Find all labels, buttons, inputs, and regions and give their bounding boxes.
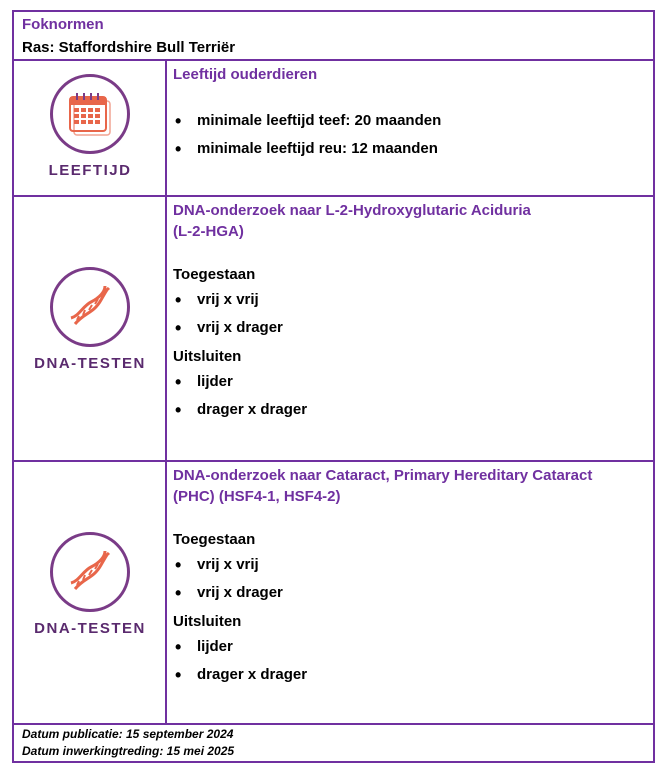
divider bbox=[14, 460, 653, 462]
list-item: • vrij x vrij bbox=[173, 551, 647, 579]
section-title: Leeftijd ouderdieren bbox=[173, 66, 318, 83]
publication-date: Datum publicatie: 15 september 2024 bbox=[22, 727, 234, 741]
allowed-list bbox=[173, 551, 647, 607]
section-title: DNA-onderzoek naar Cataract, Primary Hereditary Cataract bbox=[173, 467, 593, 484]
dna-icon bbox=[50, 532, 130, 612]
list-item: • drager x drager bbox=[173, 396, 647, 424]
calendar-icon bbox=[50, 74, 130, 154]
list-item: • vrij x drager bbox=[173, 579, 647, 607]
dna-icon-cell bbox=[14, 532, 166, 637]
age-icon-cell bbox=[14, 74, 166, 179]
divider bbox=[14, 723, 653, 725]
list-item: • vrij x drager bbox=[173, 314, 647, 342]
excluded-list bbox=[173, 368, 647, 424]
section-title-cont: (L-2-HGA) bbox=[173, 223, 244, 240]
list-item: • minimale leeftijd teef: 20 maanden bbox=[173, 107, 647, 135]
dna-content-2 bbox=[173, 465, 647, 689]
document-title: Foknormen bbox=[22, 16, 104, 33]
list-item: • drager x drager bbox=[173, 661, 647, 689]
divider bbox=[14, 195, 653, 197]
section-title: DNA-onderzoek naar L-2-Hydroxyglutaric Aciduria bbox=[173, 202, 531, 219]
effective-date: Datum inwerkingtreding: 15 mei 2025 bbox=[22, 744, 235, 758]
age-list bbox=[173, 107, 647, 163]
list-item: • lijder bbox=[173, 368, 647, 396]
icon-label: DNA-TESTEN bbox=[34, 620, 146, 637]
age-content bbox=[173, 64, 647, 163]
allowed-label: Toegestaan bbox=[173, 266, 256, 283]
dna-icon-cell bbox=[14, 267, 166, 372]
dna-content-1 bbox=[173, 200, 647, 424]
list-item: • vrij x vrij bbox=[173, 286, 647, 314]
breed-label: Ras: Staffordshire Bull Terriër bbox=[22, 39, 236, 56]
allowed-label: Toegestaan bbox=[173, 531, 256, 548]
icon-label: LEEFTIJD bbox=[48, 162, 132, 179]
dna-icon bbox=[50, 267, 130, 347]
list-item: • lijder bbox=[173, 633, 647, 661]
icon-label: DNA-TESTEN bbox=[34, 355, 146, 372]
section-title-cont: (PHC) (HSF4-1, HSF4-2) bbox=[173, 488, 341, 505]
excluded-label: Uitsluiten bbox=[173, 348, 242, 365]
divider bbox=[14, 59, 653, 61]
allowed-list bbox=[173, 286, 647, 342]
excluded-label: Uitsluiten bbox=[173, 613, 242, 630]
excluded-list bbox=[173, 633, 647, 689]
list-item: • minimale leeftijd reu: 12 maanden bbox=[173, 135, 647, 163]
document-frame bbox=[12, 10, 655, 763]
